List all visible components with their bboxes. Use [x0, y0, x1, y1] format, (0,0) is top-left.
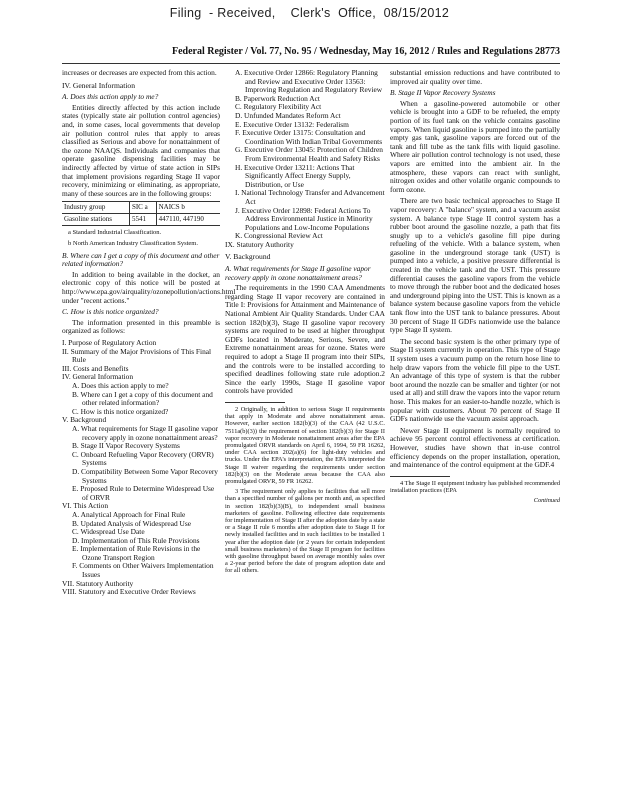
subsection-heading: B. Where can I get a copy of this document and other related information?	[62, 250, 220, 269]
footnote: 4 The Stage II equipment industry has published recommended installation practices (EPA	[390, 479, 560, 494]
footnote: 3 The requirement only applies to facilities that sell more than a specified number of gallons per month and, as specified in section 182(b)(3)(B), to independent small business marketers of gasoline. Following effective date requirements for implementation of Stage II after the adoption date by a state or a Stage II rule 6 months after adoption date to Stage II for newly installed facilities and in such facilities to be installed 1 year after the adoption date (or 2 years for certain independent small business marketers) of the Stage II program for facilities with gasoline throughput based on average monthly sales over a 2-year period before the date of program adoption date and for all others.	[225, 488, 385, 575]
column-3	[390, 69, 560, 506]
toc-item: F. Executive Order 13175: Consultation and Coordination With Indian Tribal Governments	[235, 128, 383, 146]
paragraph: When a gasoline-powered automobile or other vehicle is brought into a GDF to be refueled, the empty portion of its fuel tank on the vehicle contains gasoline vapors. When liquid gasoline is pumped into the partially empty gas tank, gasoline vapors are forced out of the tank and fill tube as the tank fills with liquid gasoline. Where air pollution control technology is not used, these vapors are emitted into the ambient air. In the atmosphere, these vapors can react with sunlight, nitrogen oxides and other volatile organic compounds to form ozone.	[390, 98, 560, 194]
toc-item: C. Widespread Use Date	[72, 527, 145, 537]
toc-item: VII. Statutory Authority	[62, 578, 134, 588]
table-cell: Gasoline stations	[62, 213, 129, 225]
footnote-rule	[225, 402, 285, 403]
toc-item: A. Executive Order 12866: Regulatory Planning and Review and Executive Order 13563: Improving Regulation and Regulatory Review	[235, 68, 383, 95]
paragraph: substantial emission reductions and have contributed to improved air quality over time.	[390, 68, 560, 86]
toc-item: C. Onboard Refueling Vapor Recovery (ORVR) Systems	[72, 449, 214, 468]
filing-stamp: Filing - Received, Clerk's Office, 08/15/2012	[169, 6, 450, 20]
table-cell: 5541	[129, 213, 156, 225]
toc-item: E. Implementation of Rule Revisions in the Ozone Transport Region	[72, 544, 201, 562]
paragraph: The requirements in the 1990 CAA Amendments regarding Stage II vapor recovery are contained in Title I: Provisions for Attainment and Maintenance of National Ambient Air Quality Standards. Under CAA section 182(b)(3), Stage II gasoline vapor recovery systems are required to be used at higher throughput GDFs located in Moderate, Serious, Severe, and Extreme nonattainment areas for ozone. States were required to adopt a Stage II program into their SIPs, and the controls were to be installed according to specified deadlines following state rule adoption.2 Since the early 1990s, Stage II gasoline vapor controls have provided	[225, 283, 385, 396]
toc-item: E. Executive Order 13132: Federalism	[235, 119, 349, 129]
toc-item: E. Proposed Rule to Determine Widespread Use of ORVR	[72, 484, 215, 502]
paragraph: increases or decreases are expected from this action.	[62, 68, 217, 77]
section-heading: IV. General Information	[62, 80, 136, 90]
toc-item: A. Analytical Approach for Final Rule	[72, 509, 186, 519]
toc-item: H. Executive Order 13211: Actions That Significantly Affect Energy Supply, Distribution, or Use	[235, 162, 355, 189]
toc-item: B. Stage II Vapor Recovery Systems	[72, 441, 180, 451]
table-note: b North American Industry Classification System.	[68, 240, 198, 248]
page-number: 28773	[535, 46, 560, 57]
table-of-contents	[62, 339, 220, 597]
table-header: Industry group	[62, 202, 129, 214]
toc-item: IV. General Information	[62, 372, 134, 382]
toc-item: II. Summary of the Major Provisions of This Final Rule	[62, 346, 212, 365]
toc-item: D. Implementation of This Rule Provisions	[72, 535, 200, 545]
toc-item: A. Does this action apply to me?	[72, 381, 169, 390]
footnote-rule	[390, 476, 450, 477]
paragraph: There are two basic technical approaches to Stage II vapor recovery: A "balance" system, and a vacuum assist system. A balance type Stage II control system has a rubber boot around the gasoline nozzle, a path that fits snugly up to a vehicle's gasoline fill pipe during refueling of the vehicle. With a balance system, when gasoline in the underground storage tank (UST) is pumped into a vehicle, a positive pressure differential is created in the vehicle tank and the UST. This pressure differential causes the gasoline vapors from the vehicle to move through the rubber boot and the dedicated hoses and underground piping into the UST. This is known as a balance system because gasoline vapors from the vehicle tank flow into the UST tank to balance pressures. About 30 percent of Stage II GDFs nationwide use the balance type Stage II system.	[390, 196, 560, 335]
continued-label: Continued	[533, 497, 560, 505]
toc-item: VI. This Action	[62, 501, 109, 511]
toc-item: IX. Statutory Authority	[225, 239, 294, 249]
header-title: Federal Register / Vol. 77, No. 95 / Wednesday, May 16, 2012 / Rules and Regulations	[172, 46, 533, 57]
subsection-heading: C. How is this notice organized?	[62, 307, 159, 317]
header-rule	[62, 63, 560, 64]
toc-item: I. National Technology Transfer and Advancement Act	[235, 188, 385, 206]
toc-item: V. Background	[62, 415, 107, 425]
table-note: a Standard Industrial Classification.	[68, 228, 162, 236]
paragraph: In addition to being available in the docket, an electronic copy of this notice will be posted at http://www.epa.gov/airquality/ozonepollution/actions.html under "recent actions."	[62, 269, 236, 305]
subsection-heading: A. Does this action apply to me?	[62, 92, 159, 102]
toc-item: B. Where can I get a copy of this document and other related information?	[72, 389, 213, 408]
toc-item: G. Executive Order 13045: Protection of Children From Environmental Health and Safety Risks	[235, 145, 383, 163]
toc-item: K. Congressional Review Act	[235, 231, 323, 241]
column-2	[225, 69, 385, 578]
toc-item: C. How is this notice organized?	[72, 406, 169, 416]
federal-register-header	[62, 46, 560, 60]
subsection-heading: B. Stage II Vapor Recovery Systems	[390, 88, 496, 98]
table-header: NAICS b	[156, 202, 220, 214]
industry-table	[62, 201, 220, 225]
section-heading: V. Background	[225, 252, 271, 262]
subsection-heading: A. What requirements for Stage II gasoline vapor recovery apply in ozone nonattainment areas?	[225, 264, 371, 282]
toc-item: C. Regulatory Flexibility Act	[235, 102, 322, 112]
toc-item: B. Paperwork Reduction Act	[235, 93, 320, 103]
toc-item: B. Updated Analysis of Widespread Use	[72, 518, 192, 528]
paragraph: The second basic system is the other primary type of Stage II system currently in operation. This type of Stage II system uses a vacuum pump on the return hose line to help draw vapors from the vehicle fill pipe to the UST. An advantage of this type of system is that the rubber boot around the nozzle can be smaller and tighter (or not used at all) and still draw the vapors into the vapor return hose. This makes for an easier-to-handle nozzle, which is popular with customers. About 70 percent of Stage II GDFs nationwide use the vacuum assist approach.	[390, 336, 560, 424]
toc-item: F. Comments on Other Waivers Implementation Issues	[72, 561, 214, 580]
paragraph: Newer Stage II equipment is normally required to achieve 95 percent control effectiveness at certification. However, studies have shown that in-use control efficiency depends on the proper installation, operation, and maintenance of the control equipment at the GDF.4	[390, 425, 560, 470]
toc-item: III. Costs and Benefits	[62, 363, 129, 373]
paragraph: Entities directly affected by this action include states (typically state air pollution control agencies) and, in some cases, local governments that develop air pollution control rules that apply to areas classified as Serious and above for nonattainment of the ozone NAAQS. Individuals and companies that operate gasoline dispensing facilities may be indirectly affected by virtue of state action in SIPs that implement provisions regarding Stage II vapor recovery, minimizing or eliminating, as appropriate, many of these sources are in the following groups:	[62, 102, 220, 198]
toc-item: I. Purpose of Regulatory Action	[62, 338, 157, 348]
toc-item: J. Executive Order 12898: Federal Actions To Address Environmental Justice in Minority Populations and Low-Income Populations	[235, 205, 373, 232]
column-1	[62, 68, 236, 599]
table-cell: 447110, 447190	[156, 213, 220, 225]
toc-item: VIII. Statutory and Executive Order Reviews	[62, 587, 196, 597]
toc-item: A. What requirements for Stage II gasoline vapor recovery apply in ozone nonattainment areas?	[72, 423, 218, 442]
footnote: 2 Originally, in addition to serious Stage II requirements that apply in Moderate and above nonattainment areas. However, earlier section 182(b)(3) of the CAA (42 U.S.C. 7511a(b)(3)) the requirement of section 182(b)(3) for Stage II vapor recovery in Moderate nonattainment areas after the EPA promulgated ORVR standards on April 6, 1994, 59 FR 16262, under CAA section 202(a)(6) for light-duty vehicles and trucks. Under the EPA's interpretation, the EPA interpreted the Stage II waiver regarding the requirements under section 182(b)(3) on the Moderate areas because the CAA also promulgated ORVR, 59 FR 16262.	[225, 405, 385, 485]
toc-item: D. Unfunded Mandates Reform Act	[235, 110, 341, 120]
paragraph: The information presented in this preamble is organized as follows:	[62, 317, 220, 336]
table-header: SIC a	[129, 202, 156, 214]
table-of-contents-continued	[225, 69, 385, 249]
toc-item: D. Compatibility Between Some Vapor Recovery Systems	[72, 466, 219, 485]
